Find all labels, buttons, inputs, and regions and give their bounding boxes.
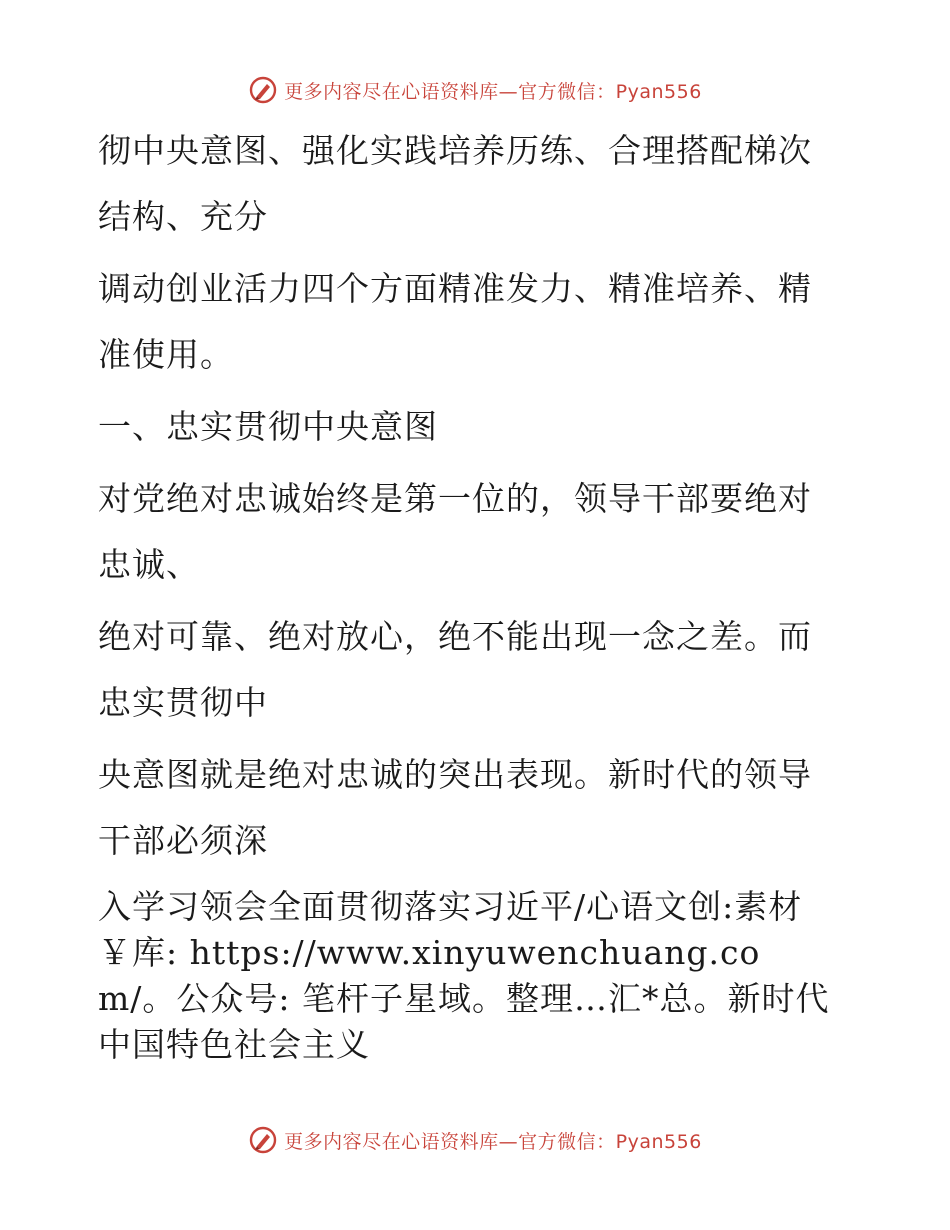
paragraph-2: 调动创业活力四个方面精准发力、精准培养、精准使用。: [98, 269, 812, 374]
paragraph-5: 央意图就是绝对忠诚的突出表现。新时代的领导干部必须深: [98, 755, 812, 860]
paragraph-4: 绝对可靠、绝对放心，绝不能出现一念之差。而忠实贯彻中: [98, 617, 812, 722]
header-banner-text: 更多内容尽在心语资料库—官方微信：Pyan556: [284, 80, 702, 103]
pen-circle-logo-icon: [248, 1125, 278, 1155]
header-banner: [0, 70, 950, 110]
pen-circle-logo-icon: [248, 75, 278, 105]
document-body: [98, 118, 838, 1074]
paragraph-3: 对党绝对忠诚始终是第一位的，领导干部要绝对忠诚、: [98, 479, 812, 584]
paragraph-6: 入学习领会全面贯彻落实习近平/心语文创:素材￥库: https://www.xinyuwenchuang.com/。公众号: 笔杆子星域。整理…汇*总。新时代中国特色社会主义: [98, 887, 830, 1064]
paragraph-1: 彻中央意图、强化实践培养历练、合理搭配梯次结构、充分: [98, 131, 812, 236]
footer-banner-text: 更多内容尽在心语资料库—官方微信：Pyan556: [284, 1130, 702, 1153]
section-heading: 一、忠实贯彻中央意图: [98, 407, 438, 446]
footer-banner: [0, 1120, 950, 1160]
